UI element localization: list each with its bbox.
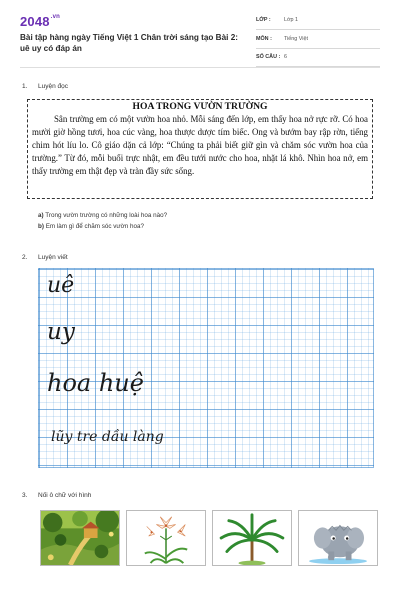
question-b: b) Em làm gì để chăm sóc vườn hoa? xyxy=(38,223,144,230)
meta-label: SỐ CÂU : xyxy=(256,54,281,60)
meta-row-class xyxy=(256,14,380,30)
document-title: Bài tập hàng ngày Tiếng Việt 1 Chân trời sáng tạo Bài 2: uê uy có đáp án xyxy=(20,33,238,53)
landscape-image[interactable] xyxy=(40,510,120,566)
writing-sample-hoa-hue: hoa huệ xyxy=(47,369,144,397)
question-a: a) Trong vườn trường có những loài hoa nào? xyxy=(38,212,168,219)
section-title-reading: 1. Luyện đọc xyxy=(22,83,68,90)
meta-row-subject xyxy=(256,33,380,49)
meta-label: MÔN : xyxy=(256,35,272,42)
writing-sample-luy-tre: lũy tre dầu làng xyxy=(51,429,164,445)
meta-row-count xyxy=(256,51,380,67)
meta-value: 6 xyxy=(284,54,287,60)
elephant-image[interactable] xyxy=(298,510,378,566)
lily-flower-image[interactable] xyxy=(126,510,206,566)
meta-info xyxy=(256,14,380,70)
reading-passage-box xyxy=(27,99,373,199)
site-logo[interactable]: $2048^{.vn}$ xyxy=(20,14,61,29)
section-title-matching: 3. Nối ô chữ với hình xyxy=(22,492,92,499)
section-title-writing: 2. Luyện viết xyxy=(22,254,68,261)
meta-value: Lớp 1 xyxy=(284,17,299,23)
header-divider xyxy=(20,67,380,68)
writing-sample-uy: uy xyxy=(47,319,75,345)
writing-sample-ue: uê xyxy=(47,273,75,298)
palm-tree-image[interactable] xyxy=(212,510,292,566)
handwriting-grid xyxy=(38,268,374,468)
meta-label: LỚP : xyxy=(256,17,271,23)
reading-text: Sân trường em có một vườn hoa nhỏ. Mỗi sáng đến lớp, em thấy hoa nở rực rỡ. Có hoa mười giờ hồng tươi, hoa cúc vàng, hoa thược dược tím biếc. Ong và bướm bay rập rờn, tiếng chim hót líu lo. Cô giáo dặn cả lớp: “Chúng ta phải biết giữ gìn và chăm sóc vườn hoa của trường.” Từ đó, mỗi buổi trực nhật, em đều tưới nước cho hoa, nhặt lá khô. Nhìn hoa nở, em thấy trường em thật đẹp và tràn đầy sức sống. xyxy=(32,114,368,176)
reading-title: HOA TRONG VƯỜN TRƯỜNG xyxy=(132,101,268,112)
meta-value: Tiếng Việt xyxy=(284,35,308,42)
